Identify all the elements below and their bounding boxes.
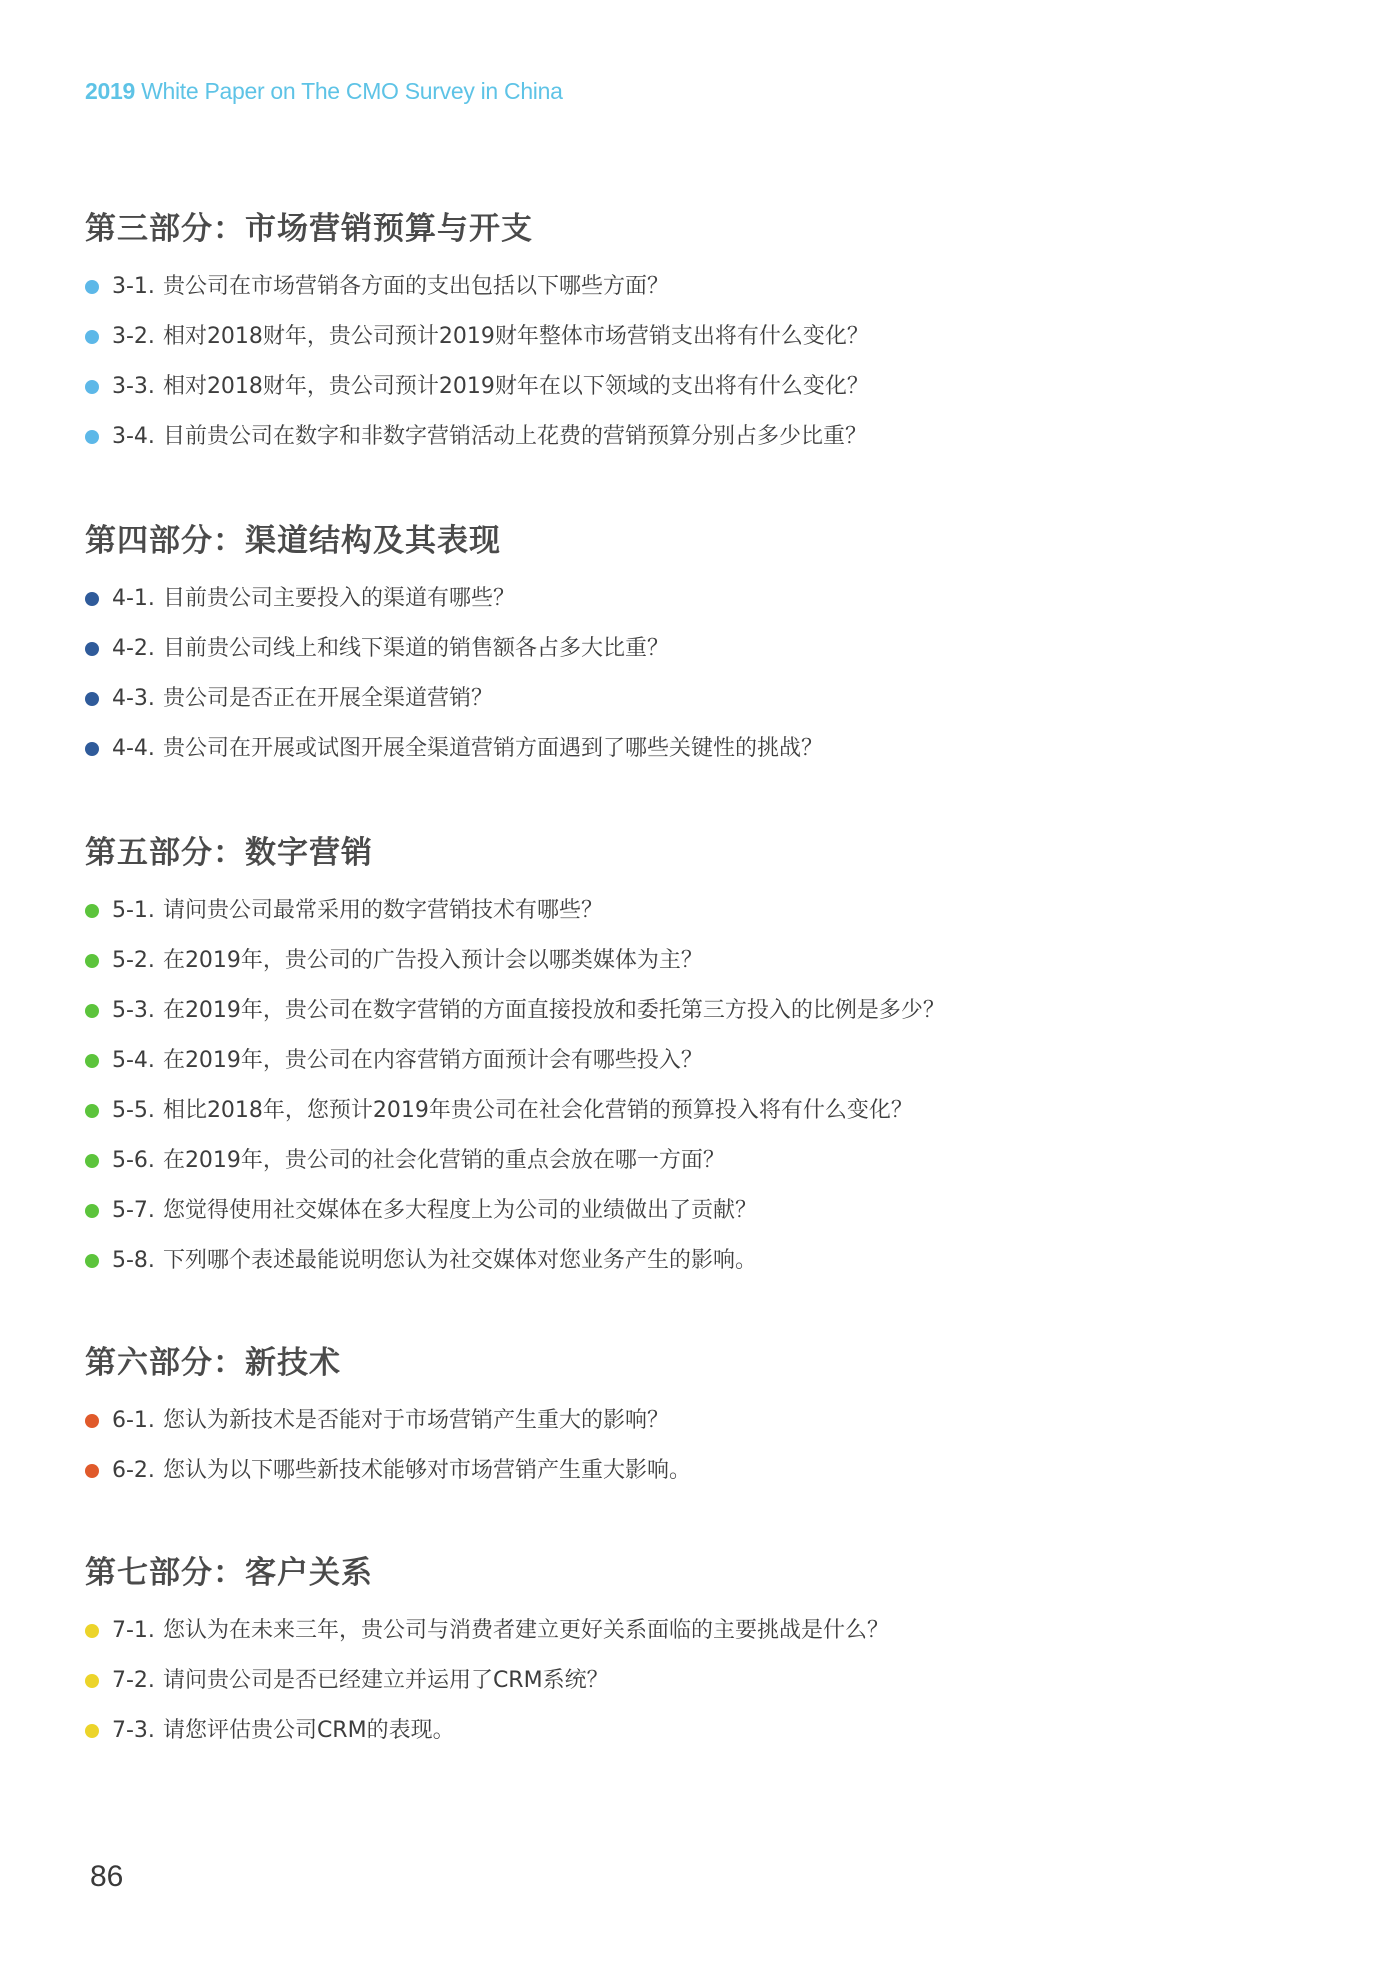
question-number: 5-5.: [112, 1098, 155, 1123]
list-item: [85, 1706, 1295, 1756]
list-item: [85, 1036, 1295, 1086]
question-number: 7-1.: [112, 1618, 155, 1643]
list-item: [85, 1606, 1295, 1656]
bullet-dot-icon: [85, 642, 99, 656]
question-text: 下列哪个表述最能说明您认为社交媒体对您业务产生的影响。: [162, 1248, 757, 1273]
section-title: 第四部分：渠道结构及其表现: [85, 523, 501, 559]
question-text: 相比2018年，您预计2019年贵公司在社会化营销的预算投入将有什么变化？: [162, 1098, 913, 1123]
list-item: [85, 1086, 1295, 1136]
question-number: 5-7.: [112, 1198, 155, 1223]
list-item: [85, 1446, 1295, 1496]
question-number: 7-2.: [112, 1668, 155, 1693]
list-item: [85, 624, 1295, 674]
list-item: [85, 312, 1295, 362]
section-4: [85, 518, 1295, 774]
list-item: [85, 412, 1295, 462]
question-number: 4-4.: [112, 736, 155, 761]
question-text: 在2019年，贵公司的社会化营销的重点会放在哪一方面？: [162, 1148, 725, 1173]
question-number: 6-2.: [112, 1458, 155, 1483]
question-list: [85, 262, 1295, 462]
question-number: 3-1.: [112, 274, 155, 299]
question-text: 贵公司是否正在开展全渠道营销？: [162, 686, 493, 711]
bullet-dot-icon: [85, 904, 99, 918]
bullet-dot-icon: [85, 1724, 99, 1738]
question-list: [85, 1396, 1295, 1496]
list-item: [85, 1396, 1295, 1446]
question-text: 目前贵公司线上和线下渠道的销售额各占多大比重？: [162, 636, 669, 661]
question-list: [85, 1606, 1295, 1756]
bullet-dot-icon: [85, 1054, 99, 1068]
question-number: 5-6.: [112, 1148, 155, 1173]
bullet-dot-icon: [85, 692, 99, 706]
question-number: 3-2.: [112, 324, 155, 349]
bullet-dot-icon: [85, 1154, 99, 1168]
question-number: 3-3.: [112, 374, 155, 399]
question-number: 5-3.: [112, 998, 155, 1023]
question-text: 请问贵公司最常采用的数字营销技术有哪些？: [162, 898, 603, 923]
question-text: 贵公司在开展或试图开展全渠道营销方面遇到了哪些关键性的挑战？: [162, 736, 823, 761]
list-item: [85, 986, 1295, 1036]
bullet-dot-icon: [85, 1624, 99, 1638]
question-number: 4-1.: [112, 586, 155, 611]
bullet-dot-icon: [85, 280, 99, 294]
bullet-dot-icon: [85, 380, 99, 394]
section-title: 第五部分：数字营销: [85, 835, 373, 871]
list-item: [85, 886, 1295, 936]
question-text: 请您评估贵公司CRM的表现。: [162, 1718, 455, 1743]
bullet-dot-icon: [85, 954, 99, 968]
section-3: [85, 206, 1295, 462]
section-title: 第三部分：市场营销预算与开支: [85, 211, 533, 247]
list-item: [85, 1186, 1295, 1236]
question-text: 在2019年，贵公司在内容营销方面预计会有哪些投入？: [162, 1048, 703, 1073]
question-number: 4-3.: [112, 686, 155, 711]
question-text: 目前贵公司在数字和非数字营销活动上花费的营销预算分别占多少比重？: [162, 424, 867, 449]
question-text: 您觉得使用社交媒体在多大程度上为公司的业绩做出了贡献？: [162, 1198, 757, 1223]
bullet-dot-icon: [85, 742, 99, 756]
list-item: [85, 936, 1295, 986]
section-6: [85, 1340, 1295, 1496]
page-number: 86: [90, 1860, 124, 1893]
list-item: [85, 1136, 1295, 1186]
question-text: 您认为新技术是否能对于市场营销产生重大的影响？: [162, 1408, 669, 1433]
bullet-dot-icon: [85, 1004, 99, 1018]
list-item: [85, 674, 1295, 724]
question-text: 请问贵公司是否已经建立并运用了CRM系统？: [162, 1668, 609, 1693]
list-item: [85, 1236, 1295, 1286]
bullet-dot-icon: [85, 1674, 99, 1688]
question-number: 5-1.: [112, 898, 155, 923]
question-text: 您认为在未来三年，贵公司与消费者建立更好关系面临的主要挑战是什么？: [162, 1618, 889, 1643]
bullet-dot-icon: [85, 1414, 99, 1428]
section-title: 第六部分：新技术: [85, 1345, 341, 1381]
section-7: [85, 1550, 1295, 1756]
question-text: 在2019年，贵公司的广告投入预计会以哪类媒体为主？: [162, 948, 703, 973]
question-list: [85, 886, 1295, 1286]
question-number: 3-4.: [112, 424, 155, 449]
list-item: [85, 1656, 1295, 1706]
bullet-dot-icon: [85, 330, 99, 344]
list-item: [85, 362, 1295, 412]
bullet-dot-icon: [85, 430, 99, 444]
question-text: 贵公司在市场营销各方面的支出包括以下哪些方面？: [162, 274, 669, 299]
bullet-dot-icon: [85, 592, 99, 606]
running-header: [85, 78, 563, 105]
question-number: 4-2.: [112, 636, 155, 661]
list-item: [85, 724, 1295, 774]
question-number: 5-4.: [112, 1048, 155, 1073]
question-text: 您认为以下哪些新技术能够对市场营销产生重大影响。: [162, 1458, 691, 1483]
question-number: 7-3.: [112, 1718, 155, 1743]
question-list: [85, 574, 1295, 774]
list-item: [85, 262, 1295, 312]
question-text: 相对2018财年，贵公司预计2019财年在以下领域的支出将有什么变化？: [162, 374, 869, 399]
question-text: 在2019年，贵公司在数字营销的方面直接投放和委托第三方投入的比例是多少？: [162, 998, 945, 1023]
list-item: [85, 574, 1295, 624]
header-year: 2019: [85, 78, 135, 104]
bullet-dot-icon: [85, 1254, 99, 1268]
header-title: White Paper on The CMO Survey in China: [141, 78, 563, 104]
section-5: [85, 830, 1295, 1286]
question-number: 5-2.: [112, 948, 155, 973]
bullet-dot-icon: [85, 1464, 99, 1478]
question-text: 目前贵公司主要投入的渠道有哪些？: [162, 586, 515, 611]
question-number: 5-8.: [112, 1248, 155, 1273]
question-text: 相对2018财年，贵公司预计2019财年整体市场营销支出将有什么变化？: [162, 324, 869, 349]
section-title: 第七部分：客户关系: [85, 1555, 373, 1591]
bullet-dot-icon: [85, 1204, 99, 1218]
question-number: 6-1.: [112, 1408, 155, 1433]
bullet-dot-icon: [85, 1104, 99, 1118]
